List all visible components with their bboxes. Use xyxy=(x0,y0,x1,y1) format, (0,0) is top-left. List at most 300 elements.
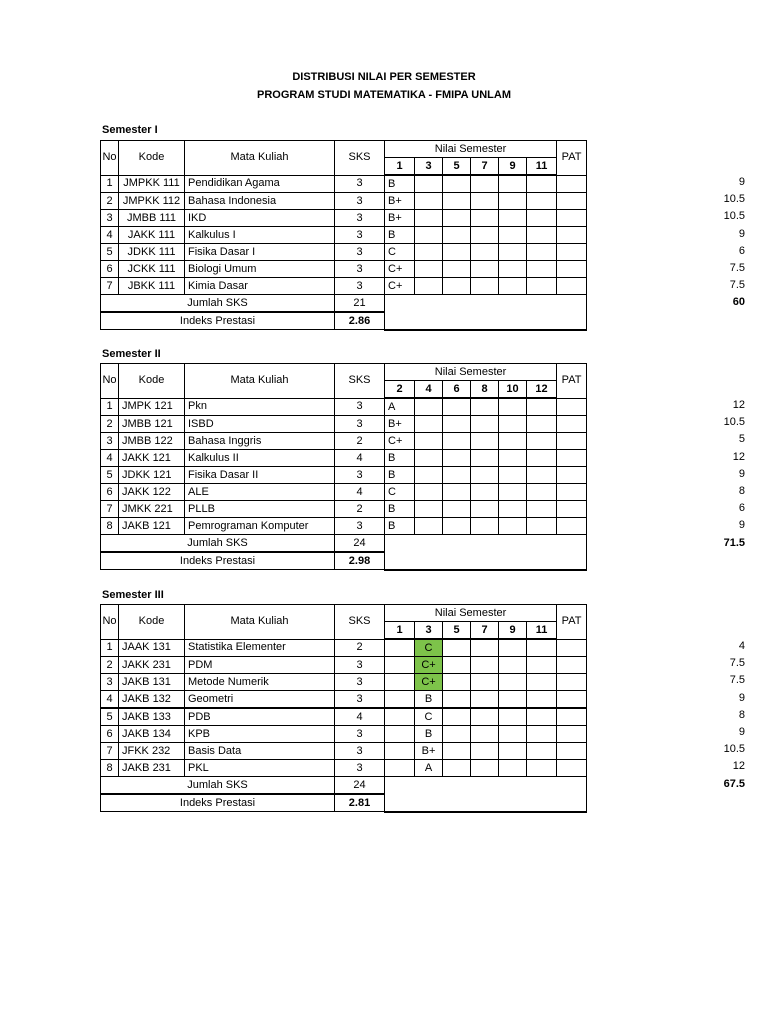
cell-pat xyxy=(557,501,587,518)
cell-sks: 3 xyxy=(335,227,385,244)
header-pat: PAT xyxy=(557,141,587,176)
cell-kode: JDKK 111 xyxy=(119,244,185,261)
cell-mata-kuliah: Bahasa Indonesia xyxy=(185,193,335,210)
header-semester-col: 9 xyxy=(499,622,527,640)
cell-nilai-empty xyxy=(471,708,499,726)
cell-nilai-empty xyxy=(443,450,471,467)
cell-nilai-empty xyxy=(499,450,527,467)
cell-pat xyxy=(557,261,587,278)
cell-mata-kuliah: Kalkulus II xyxy=(185,450,335,467)
grade-table xyxy=(100,363,587,571)
pat-value: 5 xyxy=(738,433,745,446)
pat-value: 9 xyxy=(738,467,745,480)
cell-nilai-empty xyxy=(471,743,499,760)
cell-nilai-empty xyxy=(499,743,527,760)
cell-mata-kuliah: PDB xyxy=(185,708,335,726)
cell-nilai-empty xyxy=(385,691,415,709)
cell-nilai-empty xyxy=(471,398,499,416)
cell-kode: JMBB 111 xyxy=(119,210,185,227)
cell-sks: 3 xyxy=(335,657,385,674)
cell-nilai-empty xyxy=(499,760,527,777)
cell-sks: 3 xyxy=(335,175,385,193)
header-semester-col: 3 xyxy=(415,622,443,640)
cell-pat xyxy=(557,278,587,295)
cell-mata-kuliah: Basis Data xyxy=(185,743,335,760)
cell-nilai-empty xyxy=(527,657,557,674)
course-row xyxy=(101,398,587,416)
cell-nilai-empty xyxy=(415,501,443,518)
cell-nilai: C+ xyxy=(385,278,415,295)
cell-nilai-empty xyxy=(527,244,557,261)
indeks-prestasi-value: 2.98 xyxy=(335,552,385,570)
cell-mata-kuliah: Statistika Elementer xyxy=(185,639,335,657)
header-semester-col: 6 xyxy=(443,381,471,399)
pat-value: 9 xyxy=(738,519,745,532)
cell-pat xyxy=(557,484,587,501)
cell-no: 6 xyxy=(101,484,119,501)
cell-nilai-empty xyxy=(415,227,443,244)
cell-nilai-empty xyxy=(471,227,499,244)
course-row xyxy=(101,227,587,244)
cell-nilai-empty xyxy=(471,278,499,295)
cell-kode: JAKK 231 xyxy=(119,657,185,674)
semester-label: Semester I xyxy=(102,124,158,136)
cell-nilai-empty xyxy=(443,210,471,227)
cell-nilai-empty xyxy=(443,416,471,433)
pat-value: 12 xyxy=(732,450,745,463)
course-row xyxy=(101,210,587,227)
cell-no: 5 xyxy=(101,244,119,261)
cell-nilai-empty xyxy=(471,674,499,691)
cell-kode: JAKB 134 xyxy=(119,726,185,743)
jumlah-sks-label: Jumlah SKS xyxy=(101,295,335,313)
pat-value: 7.5 xyxy=(729,657,745,670)
cell-nilai-empty xyxy=(527,450,557,467)
cell-no: 4 xyxy=(101,450,119,467)
header-semester-col: 7 xyxy=(471,158,499,176)
cell-nilai-empty xyxy=(499,674,527,691)
indeks-prestasi-value: 2.81 xyxy=(335,794,385,812)
course-row xyxy=(101,691,587,709)
cell-kode: JMPKK 112 xyxy=(119,193,185,210)
header-semester-col: 1 xyxy=(385,622,415,640)
cell-mata-kuliah: PKL xyxy=(185,760,335,777)
cell-no: 8 xyxy=(101,760,119,777)
cell-mata-kuliah: Kalkulus I xyxy=(185,227,335,244)
cell-nilai-empty xyxy=(527,210,557,227)
cell-pat xyxy=(557,760,587,777)
header-sks: SKS xyxy=(335,141,385,176)
cell-kode: JAKB 132 xyxy=(119,691,185,709)
cell-nilai-empty xyxy=(527,726,557,743)
cell-nilai-empty xyxy=(499,398,527,416)
course-row xyxy=(101,674,587,691)
cell-nilai: A xyxy=(415,760,443,777)
cell-sks: 3 xyxy=(335,760,385,777)
header-mata-kuliah: Mata Kuliah xyxy=(185,605,335,640)
cell-pat xyxy=(557,433,587,450)
cell-nilai: B xyxy=(385,175,415,193)
header-semester-col: 11 xyxy=(527,158,557,176)
cell-nilai-empty xyxy=(471,193,499,210)
pat-value: 7.5 xyxy=(729,262,745,274)
pat-value: 9 xyxy=(738,227,745,240)
cell-no: 7 xyxy=(101,501,119,518)
cell-nilai-empty xyxy=(527,501,557,518)
header-no: No xyxy=(101,364,119,399)
header-sks: SKS xyxy=(335,364,385,399)
cell-nilai: B xyxy=(385,467,415,484)
course-row xyxy=(101,484,587,501)
header-no: No xyxy=(101,141,119,176)
header-semester-col: 4 xyxy=(415,381,443,399)
course-row xyxy=(101,743,587,760)
semester-table-block xyxy=(100,604,745,830)
header-semester-col: 7 xyxy=(471,622,499,640)
cell-no: 3 xyxy=(101,210,119,227)
cell-nilai: C xyxy=(385,244,415,261)
jumlah-sks-value: 24 xyxy=(335,535,385,553)
cell-nilai-empty xyxy=(415,433,443,450)
cell-kode: JAAK 131 xyxy=(119,639,185,657)
cell-no: 3 xyxy=(101,674,119,691)
cell-nilai: C xyxy=(385,484,415,501)
cell-nilai-empty xyxy=(443,261,471,278)
course-row xyxy=(101,726,587,743)
cell-nilai-empty xyxy=(499,639,527,657)
cell-pat xyxy=(557,210,587,227)
jumlah-sks-value: 24 xyxy=(335,777,385,795)
cell-sks: 3 xyxy=(335,726,385,743)
cell-nilai-empty xyxy=(385,657,415,674)
cell-nilai-empty xyxy=(471,210,499,227)
cell-pat xyxy=(557,518,587,535)
pat-value: 6 xyxy=(738,502,745,515)
cell-nilai: C+ xyxy=(385,261,415,278)
cell-sks: 4 xyxy=(335,450,385,467)
cell-nilai-empty xyxy=(527,193,557,210)
cell-nilai-empty xyxy=(499,433,527,450)
cell-nilai-empty xyxy=(415,450,443,467)
cell-nilai-empty xyxy=(527,227,557,244)
cell-nilai-empty xyxy=(415,261,443,278)
cell-kode: JBKK 111 xyxy=(119,278,185,295)
cell-sks: 2 xyxy=(335,433,385,450)
cell-nilai-empty xyxy=(385,708,415,726)
cell-sks: 2 xyxy=(335,639,385,657)
cell-sks: 3 xyxy=(335,674,385,691)
cell-nilai-empty xyxy=(527,691,557,709)
cell-nilai: B+ xyxy=(415,743,443,760)
jumlah-sks-label: Jumlah SKS xyxy=(101,777,335,795)
jumlah-sks-label: Jumlah SKS xyxy=(101,535,335,553)
semester-label: Semester II xyxy=(102,348,161,360)
cell-nilai-empty xyxy=(527,639,557,657)
cell-nilai: C xyxy=(415,639,443,657)
cell-nilai-empty xyxy=(471,450,499,467)
header-sks: SKS xyxy=(335,605,385,640)
indeks-prestasi-label: Indeks Prestasi xyxy=(101,312,335,330)
cell-nilai-empty xyxy=(471,416,499,433)
semester-table-block xyxy=(100,140,745,366)
cell-nilai-empty xyxy=(415,193,443,210)
cell-nilai-empty xyxy=(499,467,527,484)
cell-nilai-empty xyxy=(443,691,471,709)
cell-nilai-empty xyxy=(527,708,557,726)
course-row xyxy=(101,708,587,726)
semester-table-block xyxy=(100,363,745,589)
cell-nilai-empty xyxy=(415,210,443,227)
cell-no: 1 xyxy=(101,639,119,657)
header-semester-col: 12 xyxy=(527,381,557,399)
pat-value: 10.5 xyxy=(723,743,745,756)
cell-nilai-empty xyxy=(443,278,471,295)
cell-nilai-empty xyxy=(471,501,499,518)
pat-value: 7.5 xyxy=(729,674,745,687)
cell-nilai-empty xyxy=(443,467,471,484)
cell-nilai-empty xyxy=(415,518,443,535)
cell-nilai-empty xyxy=(385,639,415,657)
course-row xyxy=(101,657,587,674)
cell-nilai-empty xyxy=(527,518,557,535)
cell-sks: 3 xyxy=(335,278,385,295)
course-row xyxy=(101,518,587,535)
cell-sks: 3 xyxy=(335,743,385,760)
cell-pat xyxy=(557,416,587,433)
cell-nilai-empty xyxy=(443,657,471,674)
cell-kode: JMPKK 111 xyxy=(119,175,185,193)
cell-nilai-empty xyxy=(527,433,557,450)
cell-nilai: C+ xyxy=(415,674,443,691)
cell-sks: 3 xyxy=(335,691,385,709)
cell-nilai: B xyxy=(385,450,415,467)
cell-sks: 3 xyxy=(335,193,385,210)
summary-blank xyxy=(385,295,587,330)
cell-nilai-empty xyxy=(499,657,527,674)
cell-pat xyxy=(557,467,587,484)
pat-value: 8 xyxy=(738,708,745,721)
cell-no: 6 xyxy=(101,726,119,743)
cell-sks: 3 xyxy=(335,416,385,433)
cell-nilai-empty xyxy=(443,501,471,518)
grade-table xyxy=(100,140,587,331)
cell-mata-kuliah: Biologi Umum xyxy=(185,261,335,278)
cell-sks: 3 xyxy=(335,261,385,278)
cell-mata-kuliah: Fisika Dasar I xyxy=(185,244,335,261)
header-kode: Kode xyxy=(119,605,185,640)
course-row xyxy=(101,278,587,295)
pat-value: 7.5 xyxy=(729,279,745,292)
cell-no: 4 xyxy=(101,691,119,709)
pat-value: 12 xyxy=(732,399,745,411)
cell-sks: 2 xyxy=(335,501,385,518)
indeks-prestasi-value: 2.86 xyxy=(335,312,385,330)
cell-nilai-empty xyxy=(499,210,527,227)
pat-value: 4 xyxy=(738,640,745,652)
cell-no: 4 xyxy=(101,227,119,244)
summary-blank xyxy=(385,535,587,570)
cell-mata-kuliah: IKD xyxy=(185,210,335,227)
cell-mata-kuliah: Pendidikan Agama xyxy=(185,175,335,193)
pat-value: 6 xyxy=(738,244,745,257)
cell-nilai-empty xyxy=(385,674,415,691)
cell-mata-kuliah: ISBD xyxy=(185,416,335,433)
cell-nilai-empty xyxy=(471,175,499,193)
header-pat: PAT xyxy=(557,605,587,640)
cell-no: 2 xyxy=(101,193,119,210)
cell-nilai-empty xyxy=(471,760,499,777)
cell-nilai-empty xyxy=(443,708,471,726)
cell-nilai: B xyxy=(385,518,415,535)
cell-kode: JAKB 121 xyxy=(119,518,185,535)
cell-nilai-empty xyxy=(415,175,443,193)
cell-pat xyxy=(557,691,587,709)
cell-no: 5 xyxy=(101,467,119,484)
cell-mata-kuliah: Kimia Dasar xyxy=(185,278,335,295)
cell-nilai-empty xyxy=(499,501,527,518)
cell-mata-kuliah: Fisika Dasar II xyxy=(185,467,335,484)
cell-nilai-empty xyxy=(499,193,527,210)
cell-kode: JDKK 121 xyxy=(119,467,185,484)
cell-nilai-empty xyxy=(499,691,527,709)
cell-nilai-empty xyxy=(499,518,527,535)
cell-pat xyxy=(557,175,587,193)
semester-label: Semester III xyxy=(102,589,164,601)
cell-nilai: A xyxy=(385,398,415,416)
header-nilai-semester: Nilai Semester xyxy=(385,141,557,158)
cell-nilai-empty xyxy=(443,227,471,244)
cell-mata-kuliah: Geometri xyxy=(185,691,335,709)
cell-no: 5 xyxy=(101,708,119,726)
header-nilai-semester: Nilai Semester xyxy=(385,605,557,622)
cell-nilai-empty xyxy=(527,398,557,416)
cell-nilai-empty xyxy=(443,743,471,760)
header-kode: Kode xyxy=(119,141,185,176)
header-semester-col: 5 xyxy=(443,622,471,640)
cell-nilai: B xyxy=(385,227,415,244)
pat-value: 10.5 xyxy=(723,416,745,429)
cell-nilai-empty xyxy=(385,760,415,777)
cell-pat xyxy=(557,639,587,657)
cell-nilai-empty xyxy=(499,175,527,193)
cell-nilai: B+ xyxy=(385,193,415,210)
cell-nilai-empty xyxy=(443,175,471,193)
cell-nilai-empty xyxy=(415,484,443,501)
course-row xyxy=(101,467,587,484)
cell-nilai-empty xyxy=(443,760,471,777)
cell-pat xyxy=(557,657,587,674)
cell-mata-kuliah: Pemrograman Komputer xyxy=(185,518,335,535)
header-semester-col: 3 xyxy=(415,158,443,176)
cell-nilai: C xyxy=(415,708,443,726)
pat-value: 8 xyxy=(738,485,745,497)
document-title: DISTRIBUSI NILAI PER SEMESTER xyxy=(292,71,476,83)
cell-nilai-empty xyxy=(527,743,557,760)
cell-pat xyxy=(557,674,587,691)
cell-nilai-empty xyxy=(527,484,557,501)
cell-sks: 3 xyxy=(335,210,385,227)
cell-nilai-empty xyxy=(415,416,443,433)
header-semester-col: 2 xyxy=(385,381,415,399)
cell-nilai-empty xyxy=(527,261,557,278)
summary-blank xyxy=(385,777,587,812)
header-mata-kuliah: Mata Kuliah xyxy=(185,364,335,399)
cell-mata-kuliah: PDM xyxy=(185,657,335,674)
course-row xyxy=(101,639,587,657)
cell-no: 2 xyxy=(101,416,119,433)
header-semester-col: 9 xyxy=(499,158,527,176)
pat-value: 9 xyxy=(738,726,745,738)
cell-no: 6 xyxy=(101,261,119,278)
cell-nilai-empty xyxy=(527,760,557,777)
cell-nilai-empty xyxy=(385,726,415,743)
cell-nilai-empty xyxy=(443,193,471,210)
indeks-prestasi-label: Indeks Prestasi xyxy=(101,794,335,812)
cell-kode: JMKK 221 xyxy=(119,501,185,518)
cell-nilai-empty xyxy=(499,484,527,501)
cell-pat xyxy=(557,398,587,416)
cell-nilai-empty xyxy=(471,261,499,278)
course-row xyxy=(101,433,587,450)
cell-no: 1 xyxy=(101,398,119,416)
cell-nilai-empty xyxy=(443,433,471,450)
cell-sks: 4 xyxy=(335,708,385,726)
cell-pat xyxy=(557,244,587,261)
header-mata-kuliah: Mata Kuliah xyxy=(185,141,335,176)
course-row xyxy=(101,416,587,433)
header-kode: Kode xyxy=(119,364,185,399)
cell-nilai-empty xyxy=(527,175,557,193)
cell-no: 2 xyxy=(101,657,119,674)
cell-nilai-empty xyxy=(415,398,443,416)
cell-nilai-empty xyxy=(415,244,443,261)
cell-nilai-empty xyxy=(499,244,527,261)
cell-kode: JAKK 111 xyxy=(119,227,185,244)
header-no: No xyxy=(101,605,119,640)
cell-nilai-empty xyxy=(471,726,499,743)
cell-kode: JMBB 122 xyxy=(119,433,185,450)
cell-nilai-empty xyxy=(471,433,499,450)
cell-nilai-empty xyxy=(443,484,471,501)
cell-nilai-empty xyxy=(499,227,527,244)
pat-value: 10.5 xyxy=(723,210,745,223)
cell-nilai-empty xyxy=(471,484,499,501)
cell-nilai-empty xyxy=(499,278,527,295)
grade-table xyxy=(100,604,587,813)
cell-nilai-empty xyxy=(471,244,499,261)
cell-nilai-empty xyxy=(443,398,471,416)
pat-value: 9 xyxy=(738,691,745,704)
cell-mata-kuliah: Bahasa Inggris xyxy=(185,433,335,450)
cell-no: 7 xyxy=(101,743,119,760)
pat-total: 71.5 xyxy=(723,536,745,549)
header-semester-col: 5 xyxy=(443,158,471,176)
cell-nilai-empty xyxy=(385,743,415,760)
cell-nilai-empty xyxy=(499,708,527,726)
cell-nilai-empty xyxy=(527,674,557,691)
cell-nilai: B xyxy=(415,691,443,709)
pat-value: 9 xyxy=(738,176,745,188)
header-semester-col: 11 xyxy=(527,622,557,640)
cell-pat xyxy=(557,726,587,743)
cell-kode: JFKK 232 xyxy=(119,743,185,760)
document-subtitle: PROGRAM STUDI MATEMATIKA - FMIPA UNLAM xyxy=(257,89,511,101)
header-semester-col: 10 xyxy=(499,381,527,399)
cell-mata-kuliah: KPB xyxy=(185,726,335,743)
cell-sks: 4 xyxy=(335,484,385,501)
cell-nilai-empty xyxy=(471,691,499,709)
cell-nilai: B+ xyxy=(385,416,415,433)
